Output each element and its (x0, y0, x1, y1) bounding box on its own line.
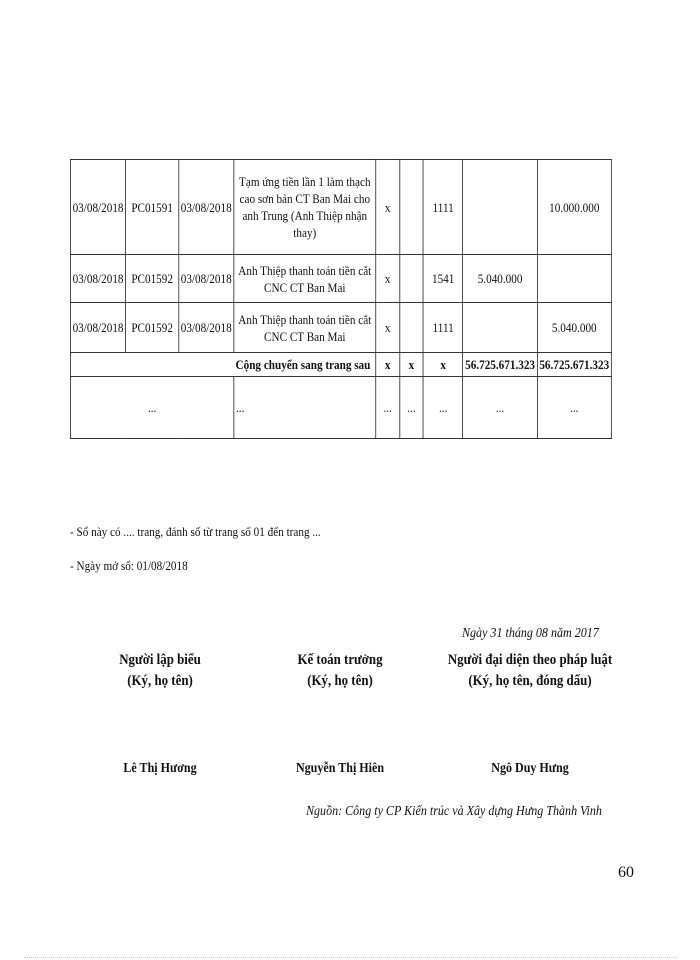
ellipsis-debit: ... (463, 377, 537, 439)
signature-hint: (Ký, họ tên) (127, 673, 193, 689)
table-row (70, 303, 611, 353)
cell-description: Anh Thiệp thanh toán tiền cắt CNC CT Ban Mai (234, 255, 376, 303)
signature-representative (435, 652, 624, 690)
source-note: Nguồn: Công ty CP Kiến trúc và Xây dựng Hưng Thành Vinh (306, 804, 602, 819)
signer-name-accountant: Nguyễn Thị Hiên (295, 761, 385, 776)
total-row (70, 353, 611, 377)
cell-credit: 10.000.000 (537, 160, 611, 255)
signature-preparer (100, 652, 220, 690)
ellipsis-mark-b: ... (400, 377, 424, 439)
ellipsis-description: ... (234, 377, 376, 439)
cell-account: 1111 (423, 160, 463, 255)
cell-description: Anh Thiệp thanh toán tiền cắt CNC CT Ban Mai (234, 303, 376, 353)
cell-voucher-no: PC01591 (126, 160, 179, 255)
total-mark-b: x (400, 353, 424, 377)
cell-mark-b (400, 303, 424, 353)
total-debit: 56.725.671.323 (463, 353, 537, 377)
total-spacer (70, 353, 233, 377)
table-row (70, 255, 611, 303)
page-bottom-rule (24, 957, 676, 958)
total-label: Cộng chuyển sang trang sau (234, 353, 376, 377)
cell-description: Tạm ứng tiền lần 1 làm thạch cao sơn bản CT Ban Mai cho anh Trung (Anh Thiệp nhận thay) (234, 160, 376, 255)
signer-name-preparer: Lê Thị Hương (123, 761, 197, 776)
signature-hint: (Ký, họ tên, đóng dấu) (468, 673, 592, 689)
cell-mark-b (400, 160, 424, 255)
page-number: 60 (618, 864, 634, 881)
cell-mark-b (400, 255, 424, 303)
ellipsis-mark-a: ... (376, 377, 400, 439)
signature-date: Ngày 31 tháng 08 năm 2017 (462, 626, 599, 641)
cell-date: 03/08/2018 (70, 255, 125, 303)
cell-credit (537, 255, 611, 303)
signature-accountant (280, 652, 400, 690)
cell-mark-a: x (376, 255, 400, 303)
cell-debit (463, 303, 537, 353)
total-account: x (423, 353, 463, 377)
cell-voucher-date: 03/08/2018 (179, 303, 234, 353)
cell-date: 03/08/2018 (70, 303, 125, 353)
cell-voucher-no: PC01592 (126, 255, 179, 303)
signature-role: Người đại diện theo pháp luật (447, 652, 613, 668)
cell-voucher-date: 03/08/2018 (179, 160, 234, 255)
cell-debit: 5.040.000 (463, 255, 537, 303)
cell-mark-a: x (376, 160, 400, 255)
total-credit: 56.725.671.323 (537, 353, 611, 377)
cell-debit (463, 160, 537, 255)
cell-mark-a: x (376, 303, 400, 353)
signer-name-representative: Ngô Duy Hưng (491, 761, 569, 776)
ellipsis-credit: ... (537, 377, 611, 439)
cell-date: 03/08/2018 (70, 160, 125, 255)
total-mark-a: x (376, 353, 400, 377)
signature-role: Kế toán trưởng (297, 652, 383, 668)
ellipsis-account: ... (423, 377, 463, 439)
ellipsis-left: ... (70, 377, 233, 439)
cell-credit: 5.040.000 (537, 303, 611, 353)
ellipsis-row (70, 377, 611, 439)
cell-account: 1541 (423, 255, 463, 303)
table-row (70, 160, 611, 255)
cell-voucher-date: 03/08/2018 (179, 255, 234, 303)
note-page-count: - Sổ này có .... trang, đánh số từ trang số 01 đến trang ... (70, 524, 321, 539)
ledger-table (70, 159, 612, 439)
signature-hint: (Ký, họ tên) (307, 673, 373, 689)
signature-role: Người lập biểu (119, 652, 201, 668)
cell-voucher-no: PC01592 (126, 303, 179, 353)
cell-account: 1111 (423, 303, 463, 353)
note-open-date: - Ngày mở sổ: 01/08/2018 (70, 558, 188, 573)
